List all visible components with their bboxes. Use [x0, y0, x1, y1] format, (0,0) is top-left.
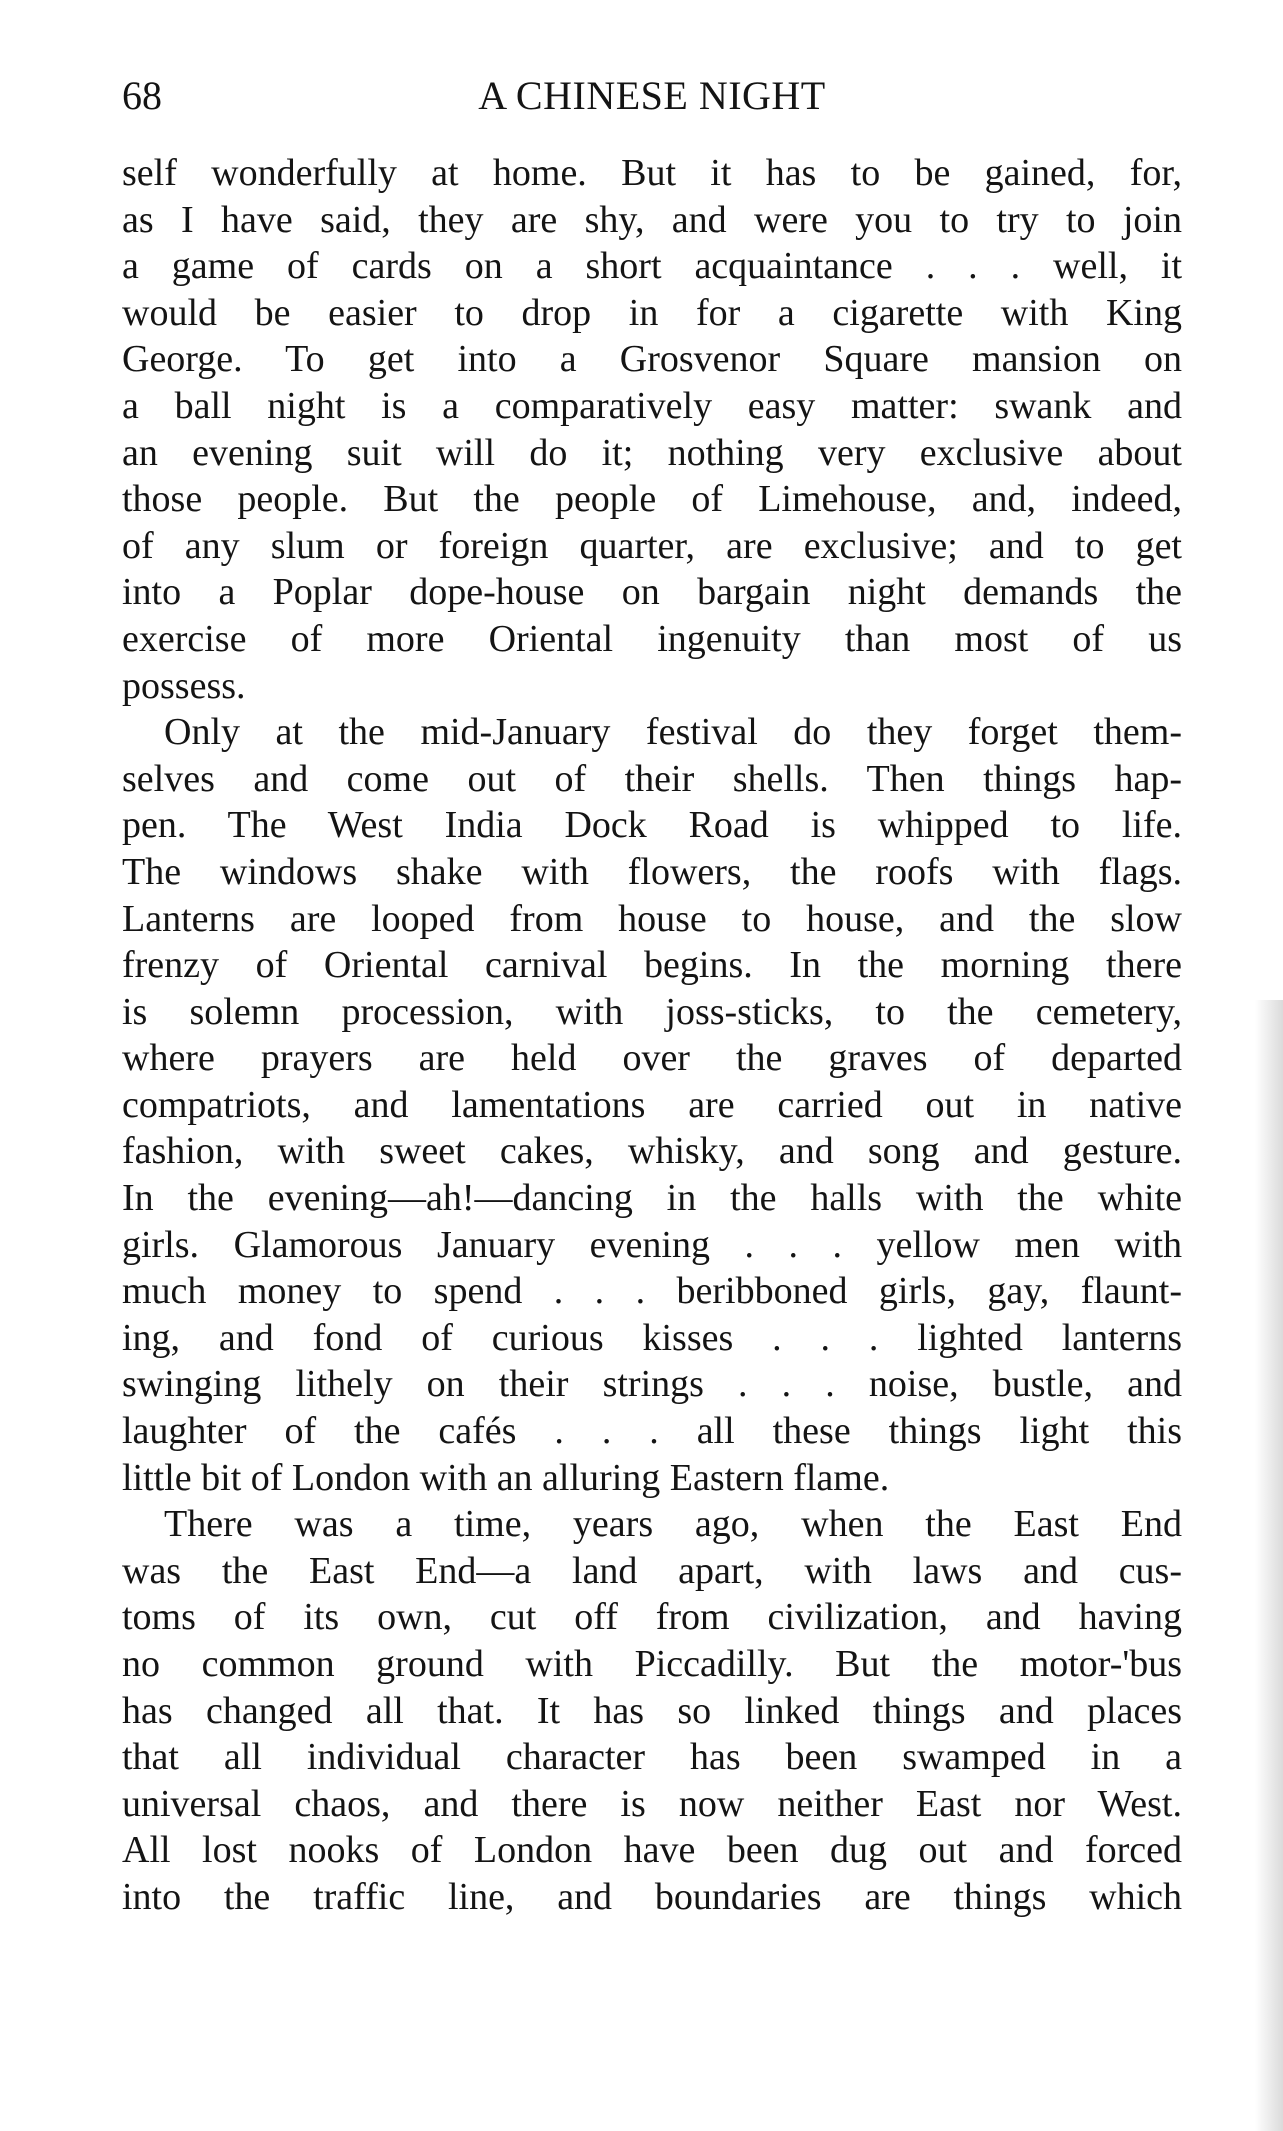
text-line: was the East End—a land apart, with laws and cus- — [122, 1549, 1182, 1592]
text-line: a ball night is a comparatively easy matter: swank and — [122, 384, 1182, 427]
page-header — [122, 72, 1182, 132]
text-line: has changed all that. It has so linked things and places — [122, 1689, 1182, 1732]
text-line: compatriots, and lamentations are carried out in native — [122, 1083, 1182, 1126]
text-line: selves and come out of their shells. Then things hap- — [122, 757, 1182, 800]
text-line: as I have said, they are shy, and were you to try to join — [122, 198, 1182, 241]
text-line: where prayers are held over the graves of departed — [122, 1037, 1182, 1080]
text-line: much money to spend . . . beribboned girls, gay, flaunt- — [122, 1270, 1182, 1313]
text-line: girls. Glamorous January evening . . . yellow men with — [122, 1223, 1182, 1266]
text-line: little bit of London with an alluring Eastern flame. — [122, 1456, 890, 1499]
text-line: frenzy of Oriental carnival begins. In the morning there — [122, 944, 1182, 987]
text-line: no common ground with Piccadilly. But the motor-'bus — [122, 1643, 1182, 1685]
text-line: into a Poplar dope-house on bargain night demands the — [122, 571, 1182, 614]
running-title: A CHINESE NIGHT — [478, 73, 826, 118]
text-line: There was a time, years ago, when the East End — [164, 1503, 1182, 1546]
text-line: laughter of the cafés . . . all these things light this — [122, 1410, 1182, 1453]
text-line: ing, and fond of curious kisses . . . lighted lanterns — [122, 1316, 1182, 1359]
text-line: swinging lithely on their strings . . . noise, bustle, and — [122, 1363, 1182, 1406]
text-line: into the traffic line, and boundaries are things which — [122, 1875, 1182, 1918]
text-line: The windows shake with flowers, the roofs with flags. — [122, 850, 1182, 893]
page-number: 68 — [122, 73, 162, 118]
text-line: an evening suit will do it; nothing very exclusive about — [122, 431, 1182, 474]
text-line: would be easier to drop in for a cigarette with King — [122, 291, 1182, 334]
text-line: pen. The West India Dock Road is whipped to life. — [122, 804, 1182, 847]
text-line: is solemn procession, with joss-sticks, to the cemetery, — [122, 990, 1182, 1033]
text-line: exercise of more Oriental ingenuity than most of us — [122, 617, 1182, 660]
paragraph — [122, 1501, 1182, 1920]
text-line: Lanterns are looped from house to house, and the slow — [122, 897, 1182, 940]
text-line: toms of its own, cut off from civilization, and having — [122, 1596, 1182, 1639]
page-edge-shadow — [1255, 1000, 1283, 2131]
text-line: possess. — [122, 664, 246, 707]
text-line: universal chaos, and there is now neither East nor West. — [122, 1782, 1182, 1825]
text-line: In the evening—ah!—dancing in the halls with the white — [122, 1177, 1182, 1220]
text-line: self wonderfully at home. But it has to be gained, for, — [122, 152, 1182, 194]
text-line: fashion, with sweet cakes, whisky, and song and gesture. — [122, 1130, 1182, 1173]
text-line: those people. But the people of Limehouse, and, indeed, — [122, 478, 1182, 521]
text-line: of any slum or foreign quarter, are exclusive; and to get — [122, 524, 1182, 567]
paragraph — [122, 709, 1182, 1501]
paragraph — [122, 150, 1182, 709]
text-line: Only at the mid-January festival do they forget them- — [164, 711, 1182, 754]
text-line: a game of cards on a short acquaintance . . . well, it — [122, 245, 1182, 288]
body-text — [122, 150, 1182, 1921]
text-line: All lost nooks of London have been dug out and forced — [122, 1829, 1182, 1872]
text-line: that all individual character has been swamped in a — [122, 1736, 1182, 1779]
text-line: George. To get into a Grosvenor Square mansion on — [122, 338, 1182, 381]
